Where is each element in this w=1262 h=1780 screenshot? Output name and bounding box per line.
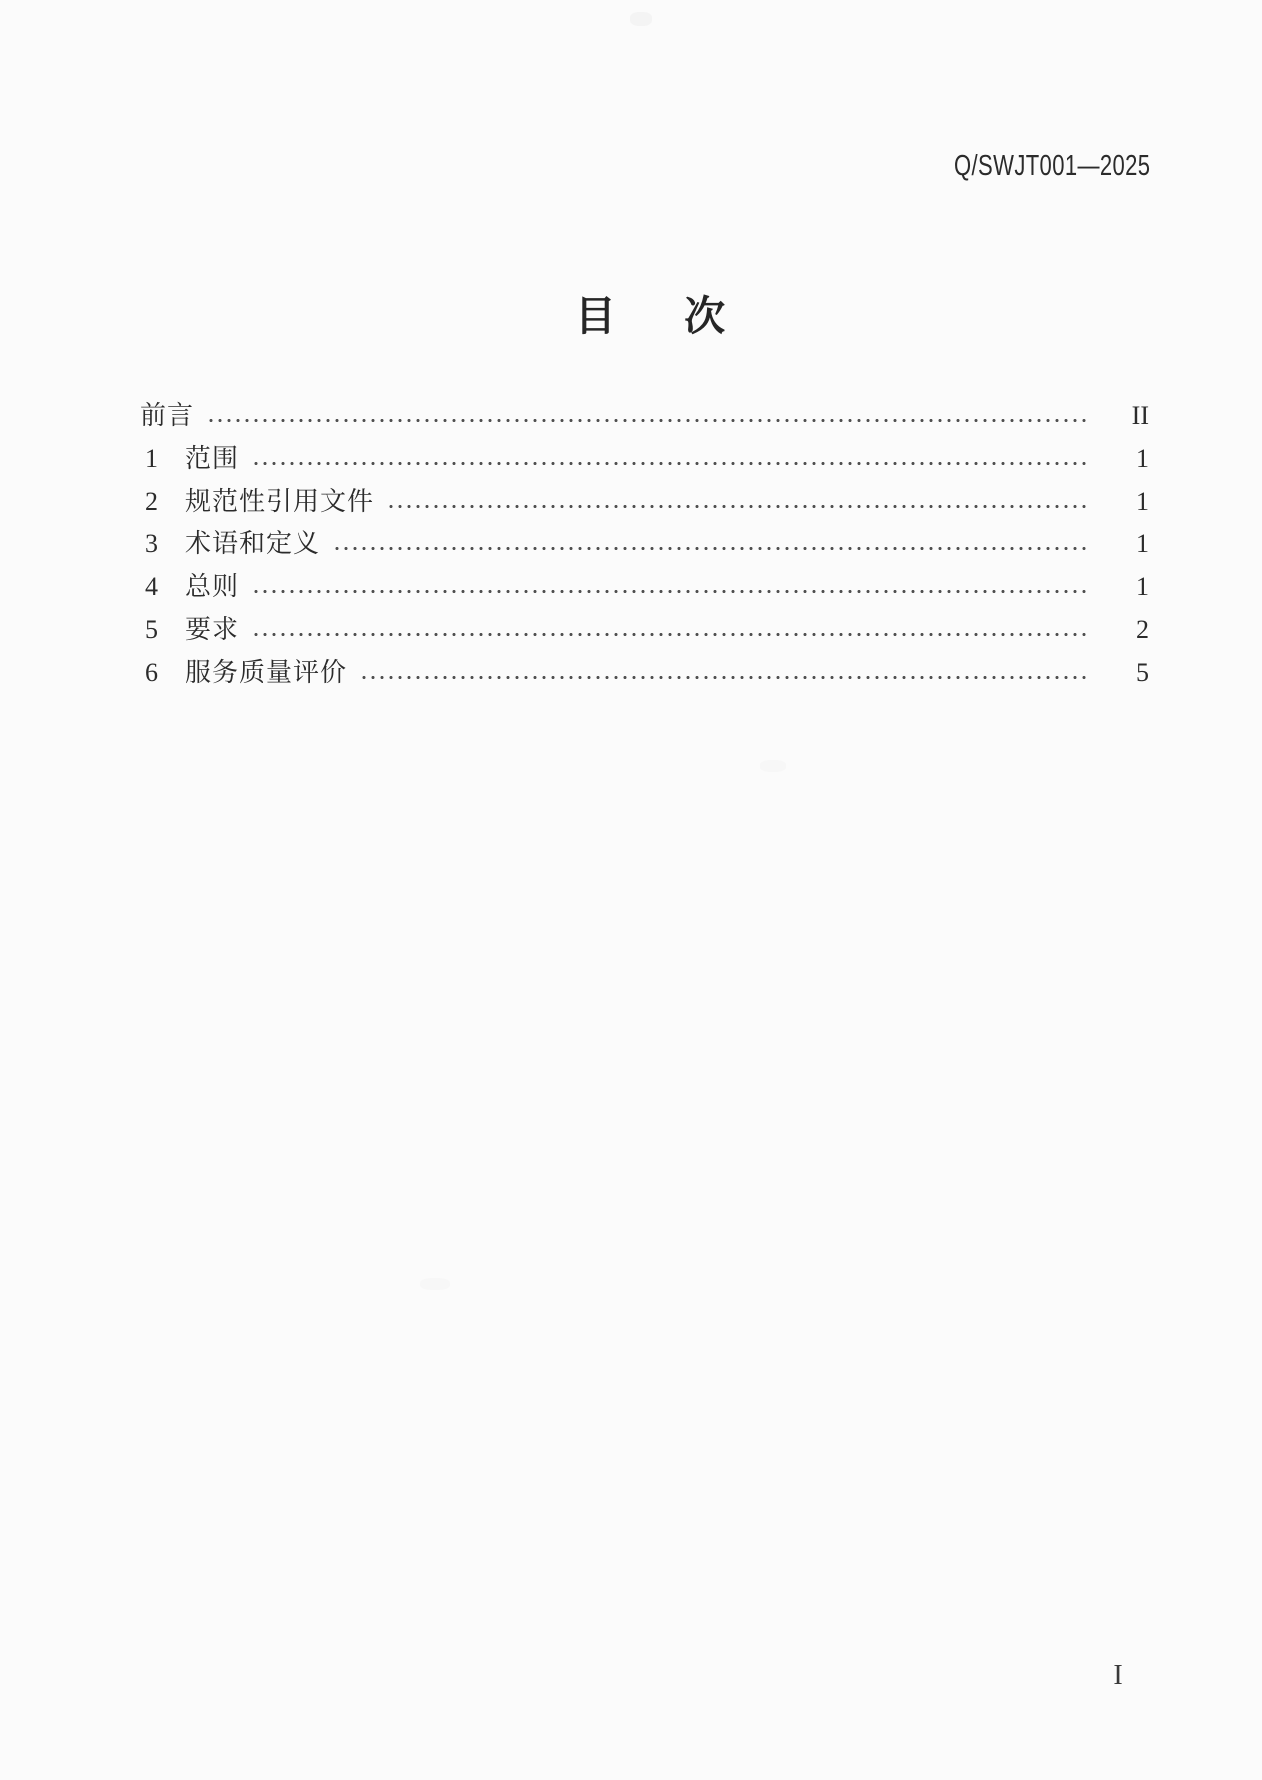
toc-entry <box>140 652 1149 695</box>
toc-entry-number: 4 <box>145 572 158 602</box>
dot-leader <box>207 417 1091 424</box>
page-title: 目 次 <box>574 293 728 339</box>
toc-entry-number: 3 <box>145 529 158 559</box>
toc-entry <box>140 481 1149 524</box>
toc-entry-label: 规范性引用文件 <box>185 486 375 516</box>
dot-leader <box>252 588 1091 595</box>
toc-entry-page: 1 <box>1136 486 1149 516</box>
toc-entry-page: 2 <box>1136 614 1149 644</box>
toc-entry-label: 前言 <box>140 401 195 430</box>
toc-entry-label: 范围 <box>185 443 240 473</box>
toc-entry <box>140 438 1149 481</box>
toc-entry-page: 5 <box>1136 657 1149 687</box>
table-of-contents <box>140 395 1149 695</box>
toc-entry-number: 6 <box>145 657 158 687</box>
toc-entry-page: 1 <box>1136 443 1149 473</box>
scan-artifact <box>630 12 652 26</box>
toc-entry-number: 1 <box>145 443 158 473</box>
dot-leader <box>360 674 1091 681</box>
scan-artifact <box>760 760 786 772</box>
dot-leader <box>252 460 1091 467</box>
document-code-header: Q/SWJT001—2025 <box>953 150 1150 182</box>
toc-entry <box>140 523 1149 566</box>
toc-entry-page: II <box>1131 401 1149 430</box>
toc-entry <box>140 609 1149 652</box>
toc-entry-label: 术语和定义 <box>185 529 321 559</box>
toc-entry <box>140 395 1149 438</box>
toc-entry-label: 总则 <box>185 572 240 602</box>
toc-entry-number: 5 <box>145 614 158 644</box>
toc-entry-label: 要求 <box>185 614 240 644</box>
dot-leader <box>387 503 1091 510</box>
toc-entry-label: 服务质量评价 <box>185 657 348 687</box>
toc-entry-page: 1 <box>1136 529 1149 559</box>
dot-leader <box>252 631 1091 638</box>
toc-entry-number: 2 <box>145 486 158 516</box>
dot-leader <box>333 545 1091 552</box>
scan-artifact <box>420 1278 450 1290</box>
toc-entry <box>140 566 1149 609</box>
toc-entry-page: 1 <box>1136 572 1149 602</box>
footer-page-number: I <box>1113 1660 1123 1691</box>
